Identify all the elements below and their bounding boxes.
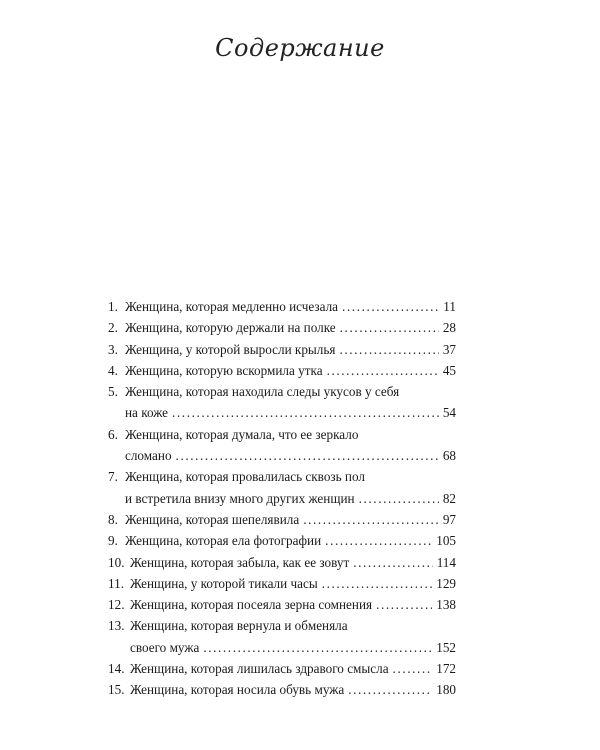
- toc-line: [108, 488, 456, 509]
- toc-page-number: 54: [442, 405, 456, 421]
- dot-leader: [203, 637, 432, 658]
- toc-entry-title: Женщина, которая провалилась сквозь пол: [125, 469, 365, 485]
- toc-line: [108, 530, 456, 551]
- dot-leader: [376, 594, 432, 615]
- toc-entry: [108, 317, 456, 338]
- toc-entry-number: 13.: [108, 618, 125, 634]
- toc-page-number: 152: [436, 639, 456, 655]
- toc-entry: [108, 679, 456, 700]
- dot-leader: [393, 658, 433, 679]
- toc-line: [108, 317, 456, 338]
- toc-entry-number: 14.: [108, 661, 125, 677]
- toc-line: [108, 402, 456, 423]
- toc-entry-number: 11.: [108, 575, 124, 591]
- toc-entry-title: Женщина, у которой выросли крылья: [125, 341, 336, 357]
- toc-entry: [108, 573, 456, 594]
- toc-entry-title: Женщина, которую вскормила утка: [125, 362, 323, 378]
- dot-leader: [322, 573, 433, 594]
- toc-line: [108, 552, 456, 573]
- toc-page-number: 172: [436, 661, 456, 677]
- toc-page-number: 129: [436, 575, 456, 591]
- dot-leader: [342, 296, 439, 317]
- toc-entry-number: 10.: [108, 554, 125, 570]
- dot-leader: [359, 488, 439, 509]
- toc-page-number: 82: [442, 490, 456, 506]
- toc-entry: [108, 658, 456, 679]
- toc-entry-number: 2.: [108, 320, 118, 336]
- toc-line: [108, 381, 456, 402]
- toc-entry: [108, 615, 456, 658]
- dot-leader: [340, 317, 439, 338]
- toc-page-number: 138: [436, 597, 456, 613]
- toc-entry-title: Женщина, которая медленно исчезала: [125, 299, 339, 314]
- toc-page-number: 28: [442, 320, 456, 336]
- dot-leader: [325, 530, 432, 551]
- toc-entry-title: Женщина, которая посеяла зерна сомнения: [130, 597, 373, 613]
- toc-entry-number: 4.: [108, 362, 118, 378]
- toc-entry: [108, 381, 456, 424]
- toc-line: [108, 509, 456, 530]
- toc-line: [108, 658, 456, 679]
- toc-page-number: 114: [436, 554, 456, 570]
- toc-entry-title: Женщина, которая забыла, как ее зовут: [130, 554, 350, 570]
- toc-entry: [108, 339, 456, 360]
- dot-leader: [327, 360, 439, 381]
- toc-entry: [108, 509, 456, 530]
- toc-page-number: 105: [436, 533, 456, 549]
- toc-line: [108, 573, 456, 594]
- dot-leader: [353, 552, 432, 573]
- toc-line: [108, 679, 456, 700]
- toc-page-number: 97: [442, 511, 456, 527]
- toc-line: [108, 445, 456, 466]
- toc-entry-title: Женщина, которая вернула и обменяла: [130, 618, 348, 634]
- toc-entry-title: и встретила внизу много других женщин: [125, 490, 355, 506]
- page-title: Содержание: [215, 34, 385, 62]
- toc-entry-title: Женщина, которая находила следы укусов у себя: [125, 384, 400, 400]
- toc-line: [108, 424, 456, 445]
- toc-entry-title: Женщина, у которой тикали часы: [130, 575, 318, 591]
- toc-line: [108, 615, 456, 636]
- toc-entry: [108, 296, 456, 317]
- toc-entry-number: 8.: [108, 511, 118, 527]
- toc-entry: [108, 360, 456, 381]
- table-of-contents: [108, 296, 456, 701]
- toc-line: [108, 360, 456, 381]
- toc-line: [108, 594, 456, 615]
- toc-page-number: 37: [442, 341, 456, 357]
- toc-entry-number: 5.: [108, 384, 118, 400]
- toc-entry-title: Женщина, которая ела фотографии: [125, 533, 322, 549]
- toc-entry-title: Женщина, которую держали на полке: [125, 320, 336, 336]
- toc-line: [108, 466, 456, 487]
- toc-entry-number: 7.: [108, 469, 118, 485]
- toc-entry: [108, 466, 456, 509]
- dot-leader: [348, 679, 432, 700]
- toc-entry-number: 15.: [108, 682, 125, 698]
- toc-entry-number: 6.: [108, 426, 118, 442]
- toc-entry-number: 1.: [108, 299, 118, 314]
- toc-entry-number: 12.: [108, 597, 125, 613]
- toc-entry-title: Женщина, которая лишилась здравого смысла: [130, 661, 389, 677]
- toc-page-number: 68: [442, 448, 456, 464]
- toc-entry-title: Женщина, которая шепелявила: [125, 511, 300, 527]
- dot-leader: [339, 339, 438, 360]
- toc-entry-title: своего мужа: [130, 639, 200, 655]
- toc-entry: [108, 594, 456, 615]
- toc-entry-title: Женщина, которая носила обувь мужа: [130, 682, 345, 698]
- dot-leader: [176, 445, 439, 466]
- dot-leader: [172, 402, 439, 423]
- toc-entry-number: 9.: [108, 533, 118, 549]
- toc-entry: [108, 530, 456, 551]
- toc-entry: [108, 424, 456, 467]
- toc-entry-number: 3.: [108, 341, 118, 357]
- toc-line: [108, 339, 456, 360]
- toc-line: [108, 296, 456, 317]
- toc-page-number: 180: [436, 682, 456, 698]
- toc-page-number: 45: [442, 362, 456, 378]
- toc-entry-title: Женщина, которая думала, что ее зеркало: [125, 426, 359, 442]
- dot-leader: [303, 509, 439, 530]
- toc-page-number: 11: [443, 299, 456, 314]
- toc-line: [108, 637, 456, 658]
- toc-entry-title: сломано: [125, 448, 172, 464]
- toc-entry: [108, 552, 456, 573]
- toc-entry-title: на коже: [125, 405, 168, 421]
